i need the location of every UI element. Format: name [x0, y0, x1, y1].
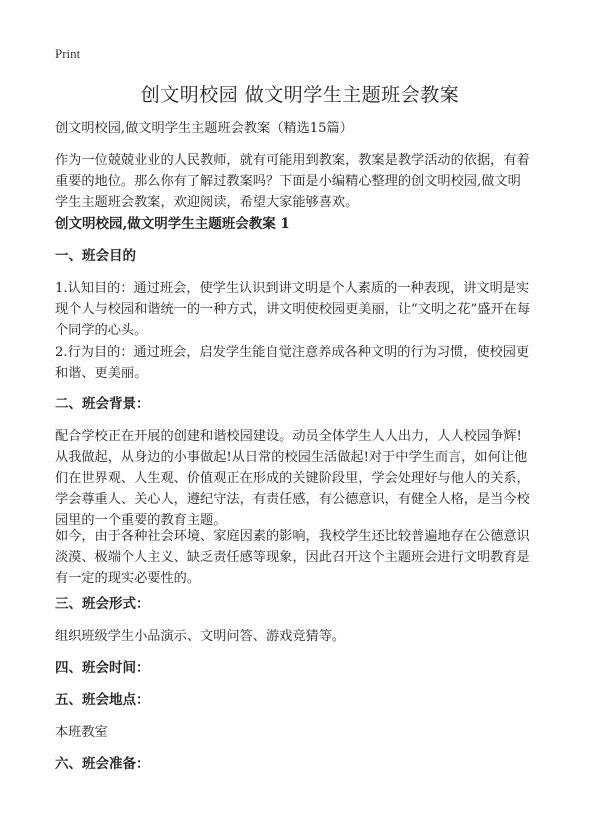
heading-text: 四、班会时间： — [55, 660, 150, 676]
paragraph-line: 组织班级学生小品演示、文明问答、游戏竞猜等。 — [55, 629, 346, 644]
paragraph-line: 园里的一个重要的教育主题。 — [55, 513, 227, 528]
background-paragraph-2 — [55, 526, 545, 589]
goal-cognitive-paragraph — [55, 278, 545, 341]
paragraph-line: 1.认知目的：通过班会，使学生认识到讲文明是个人素质的一种表现，讲文明是实 — [55, 281, 530, 296]
paragraph-line: 和谐、更美丽。 — [55, 366, 148, 381]
heading-purpose — [55, 246, 545, 267]
paragraph-line: 重要的地位。那么你有了解过教案吗？下面是小编精心整理的创文明校园,做文明 — [55, 174, 521, 189]
paragraph-line: 现个人与校园和谐统一的一种方式，讲文明使校园更美丽，让“文明之花”盛开在每 — [55, 302, 531, 317]
section-title-text: 创文明校园,做文明学生主题班会教案 1 — [55, 216, 290, 232]
paragraph-line: 从我做起，从身边的小事做起!从日常的校园生活做起!对于中学生而言，如何让他 — [55, 450, 528, 465]
paragraph-line: 学会尊重人、关心人，遵纪守法，有责任感，有公德意识，有健全人格，是当今校 — [55, 492, 530, 507]
heading-text: 六、班会准备： — [55, 756, 150, 772]
subtitle-text: 创文明校园,做文明学生主题班会教案（精选15篇） — [55, 121, 353, 136]
location-paragraph — [55, 722, 545, 743]
paragraph-line: 有一定的现实必要性的。 — [55, 571, 201, 586]
print-link[interactable]: Print — [55, 46, 81, 61]
page-title: 创文明校园 做文明学生主题班会教案 — [140, 84, 460, 106]
subtitle — [55, 118, 545, 139]
paragraph-line: 作为一位兢兢业业的人民教师，就有可能用到教案，教案是教学活动的依据，有着 — [55, 153, 530, 168]
paragraph-line: 2.行为目的：通过班会，启发学生能自觉注意养成各种文明的行为习惯，使校园更 — [55, 345, 530, 360]
heading-text: 一、班会目的 — [55, 248, 136, 264]
paragraph-line: 本班教室 — [55, 725, 108, 740]
heading-text: 三、班会形式： — [55, 596, 150, 612]
heading-time — [55, 658, 545, 679]
paragraph-line: 如今，由于各种社会环境、家庭因素的影响，我校学生还比较普遍地存在公德意识 — [55, 529, 530, 544]
section-title — [55, 214, 545, 235]
paragraph-line: 个同学的心头。 — [55, 323, 148, 338]
form-paragraph — [55, 626, 545, 647]
background-paragraph-1 — [55, 426, 545, 531]
heading-form — [55, 594, 545, 615]
heading-location — [55, 690, 545, 711]
paragraph-line: 学生主题班会教案，欢迎阅读，希望大家能够喜欢。 — [55, 195, 359, 210]
heading-text: 二、班会背景： — [55, 396, 150, 412]
heading-background — [55, 394, 545, 415]
paragraph-line: 淡漠、极端个人主义、缺乏责任感等现象，因此召开这个主题班会进行文明教育是 — [55, 550, 530, 565]
paragraph-line: 们在世界观、人生观、价值观正在形成的关键阶段里，学会处理好与他人的关系， — [55, 471, 530, 486]
paragraph-line: 配合学校正在开展的创建和谐校园建设。动员全体学生人人出力，人人校园争辉! — [55, 429, 522, 444]
heading-preparation — [55, 754, 545, 775]
intro-paragraph — [55, 150, 545, 213]
goal-behavior-paragraph — [55, 342, 545, 384]
heading-text: 五、班会地点： — [55, 692, 150, 708]
